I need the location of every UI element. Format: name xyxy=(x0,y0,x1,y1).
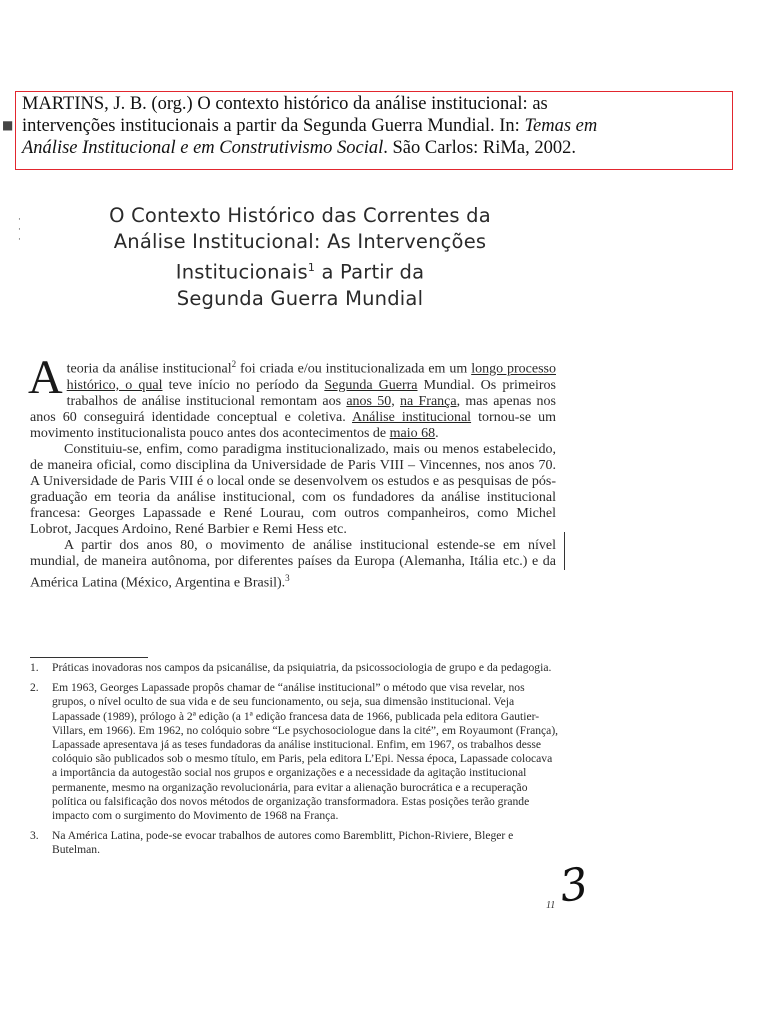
footnote-1 xyxy=(30,661,560,675)
chapter-title xyxy=(40,203,560,312)
p1-text-g: tornou-se um movimento institucionalista pouco antes dos acontecimentos de xyxy=(30,409,556,441)
p1-text-a: teoria da análise institucional xyxy=(66,361,232,377)
p1-underline-1: longo processo histórico, o qual xyxy=(66,361,556,393)
citation-book-title-cont: Análise Institucional e em Construtivismo Social xyxy=(22,138,384,158)
footnote-3 xyxy=(30,829,560,857)
p1-underline-6: maio 68 xyxy=(389,425,436,441)
p1-text-d: Mundial. Os primeiros trabalhos de análise institucional remontam aos xyxy=(66,377,556,409)
p1-text-c: teve início no período da xyxy=(162,377,325,393)
handwritten-margin-bracket xyxy=(560,532,565,570)
footnote-2 xyxy=(30,681,560,823)
p1-text-h: . xyxy=(435,425,439,441)
paragraph-1 xyxy=(28,351,557,442)
footnote-ref-2: 2 xyxy=(231,359,237,369)
footnote-divider xyxy=(30,657,148,658)
footnote-text: Práticas inovadoras nos campos da psicanálise, da psiquiatria, da psicossociologia de grupo e da pedagogia. xyxy=(52,661,552,674)
footnote-number: 1. xyxy=(30,661,39,674)
citation-publisher: . São Carlos: RiMa, 2002. xyxy=(383,138,576,158)
p3-text: A partir dos anos 80, o movimento de análise institucional estende-se em nível mundial, de maneira autônoma, por diferentes países da Europa (Alemanha, Itália etc.) e da América Latina (México, Argentina e Brasil). xyxy=(30,537,556,591)
p1-underline-4: na França xyxy=(400,393,457,409)
footnote-number: 3. xyxy=(30,829,39,843)
p1-text-b: foi criada e/ou institucionalizada em um xyxy=(236,361,472,377)
paragraph-2: Constituiu-se, enfim, como paradigma institucionalizado, mais ou menos estabelecido, de maneira oficial, como disciplina da Universidade de Paris VIII – Vincennes, nos anos 70. A Universidade de Paris VIII é o local onde se desenvolvem os estudos e as pesquisas de pós-graduação em teoria da análise institucional, com os fundadores da análise institucional francesa: Georges Lapassade e René Lourau, com outros companheiros, como Michel Lobrot, Jacques Ardoino, René Barbier e Remi Hess etc. xyxy=(30,441,556,537)
scan-margin-dots: · · · xyxy=(18,215,21,245)
scan-margin-mark: ■ xyxy=(2,118,14,132)
title-line-4: Segunda Guerra Mundial xyxy=(176,286,424,310)
footnote-text: Em 1963, Georges Lapassade propôs chamar de “análise institucional” o método que visa revelar, nos grupos, o nível oculto de sua vida e de seu funcionamento, ou seja, sua dimensão institucional. Veja Lapassade (1989), prólogo à 2ª edição (a 1ª edição francesa data de 1966, publicada pela editora Gautier-Villars, em 1966). Em 1962, no colóquio sobre “Le psychosociologue dans la cité”, em Royaumont (França), Lapassade apresentava já as teses fundadoras da análise institucional. Enfim, em 1967, os trabalhos desse colóquio são publicados sob o mesmo título, em Paris, pela editora L’Epi. Nessa época, Lapassade colocava a importância da autogestão social nos grupos e organizações e a necessidade da agitação institucional permanente, mesmo na organização revolucionária, para evitar a alienação burocrática e a recuperação política ou falsificação dos novos métodos de organização transformadora. Estas posições terão grande impacto com o surgimento do Movimento de 1968 na França. xyxy=(52,681,559,823)
citation-text: intervenções institucionais a partir da Segunda Guerra Mundial. In: xyxy=(22,116,525,136)
p1-underline-2: Segunda Guerra xyxy=(324,377,418,393)
handwritten-page-number: 3 xyxy=(556,858,592,913)
p1-underline-3: anos 50, xyxy=(346,393,395,409)
footnote-ref-1: 1 xyxy=(307,261,316,274)
footnotes xyxy=(30,661,560,864)
paragraph-3 xyxy=(30,538,556,592)
title-line-3-start: Institucionais xyxy=(175,260,308,284)
title-line-3-end: a Partir da xyxy=(315,260,425,284)
p1-text-f: , mas apenas nos anos 60 conseguirá identidade conceptual e coletiva. xyxy=(30,393,557,425)
citation-line-1: MARTINS, J. B. (org.) O contexto histórico da análise institucional: as xyxy=(22,94,548,114)
title-line-1: O Contexto Histórico das Correntes da xyxy=(109,204,491,227)
title-line-3 xyxy=(40,255,560,286)
citation-book-title: Temas em xyxy=(524,116,598,136)
citation-line-3 xyxy=(22,137,732,159)
citation-line-2 xyxy=(22,115,732,137)
drop-cap: A xyxy=(28,351,63,404)
footnote-number: 2. xyxy=(30,681,39,695)
citation-box xyxy=(15,91,733,170)
p1-underline-5: Análise institucional xyxy=(352,409,472,425)
title-line-2: Análise Institucional: As Intervenções xyxy=(113,230,487,253)
body-text xyxy=(28,351,557,591)
page-number: 11 xyxy=(546,900,556,911)
footnote-ref-3: 3 xyxy=(285,572,290,583)
footnote-text: Na América Latina, pode-se evocar trabalhos de autores como Baremblitt, Pichon-Riviere, Bleger e Butelman. xyxy=(52,829,514,857)
